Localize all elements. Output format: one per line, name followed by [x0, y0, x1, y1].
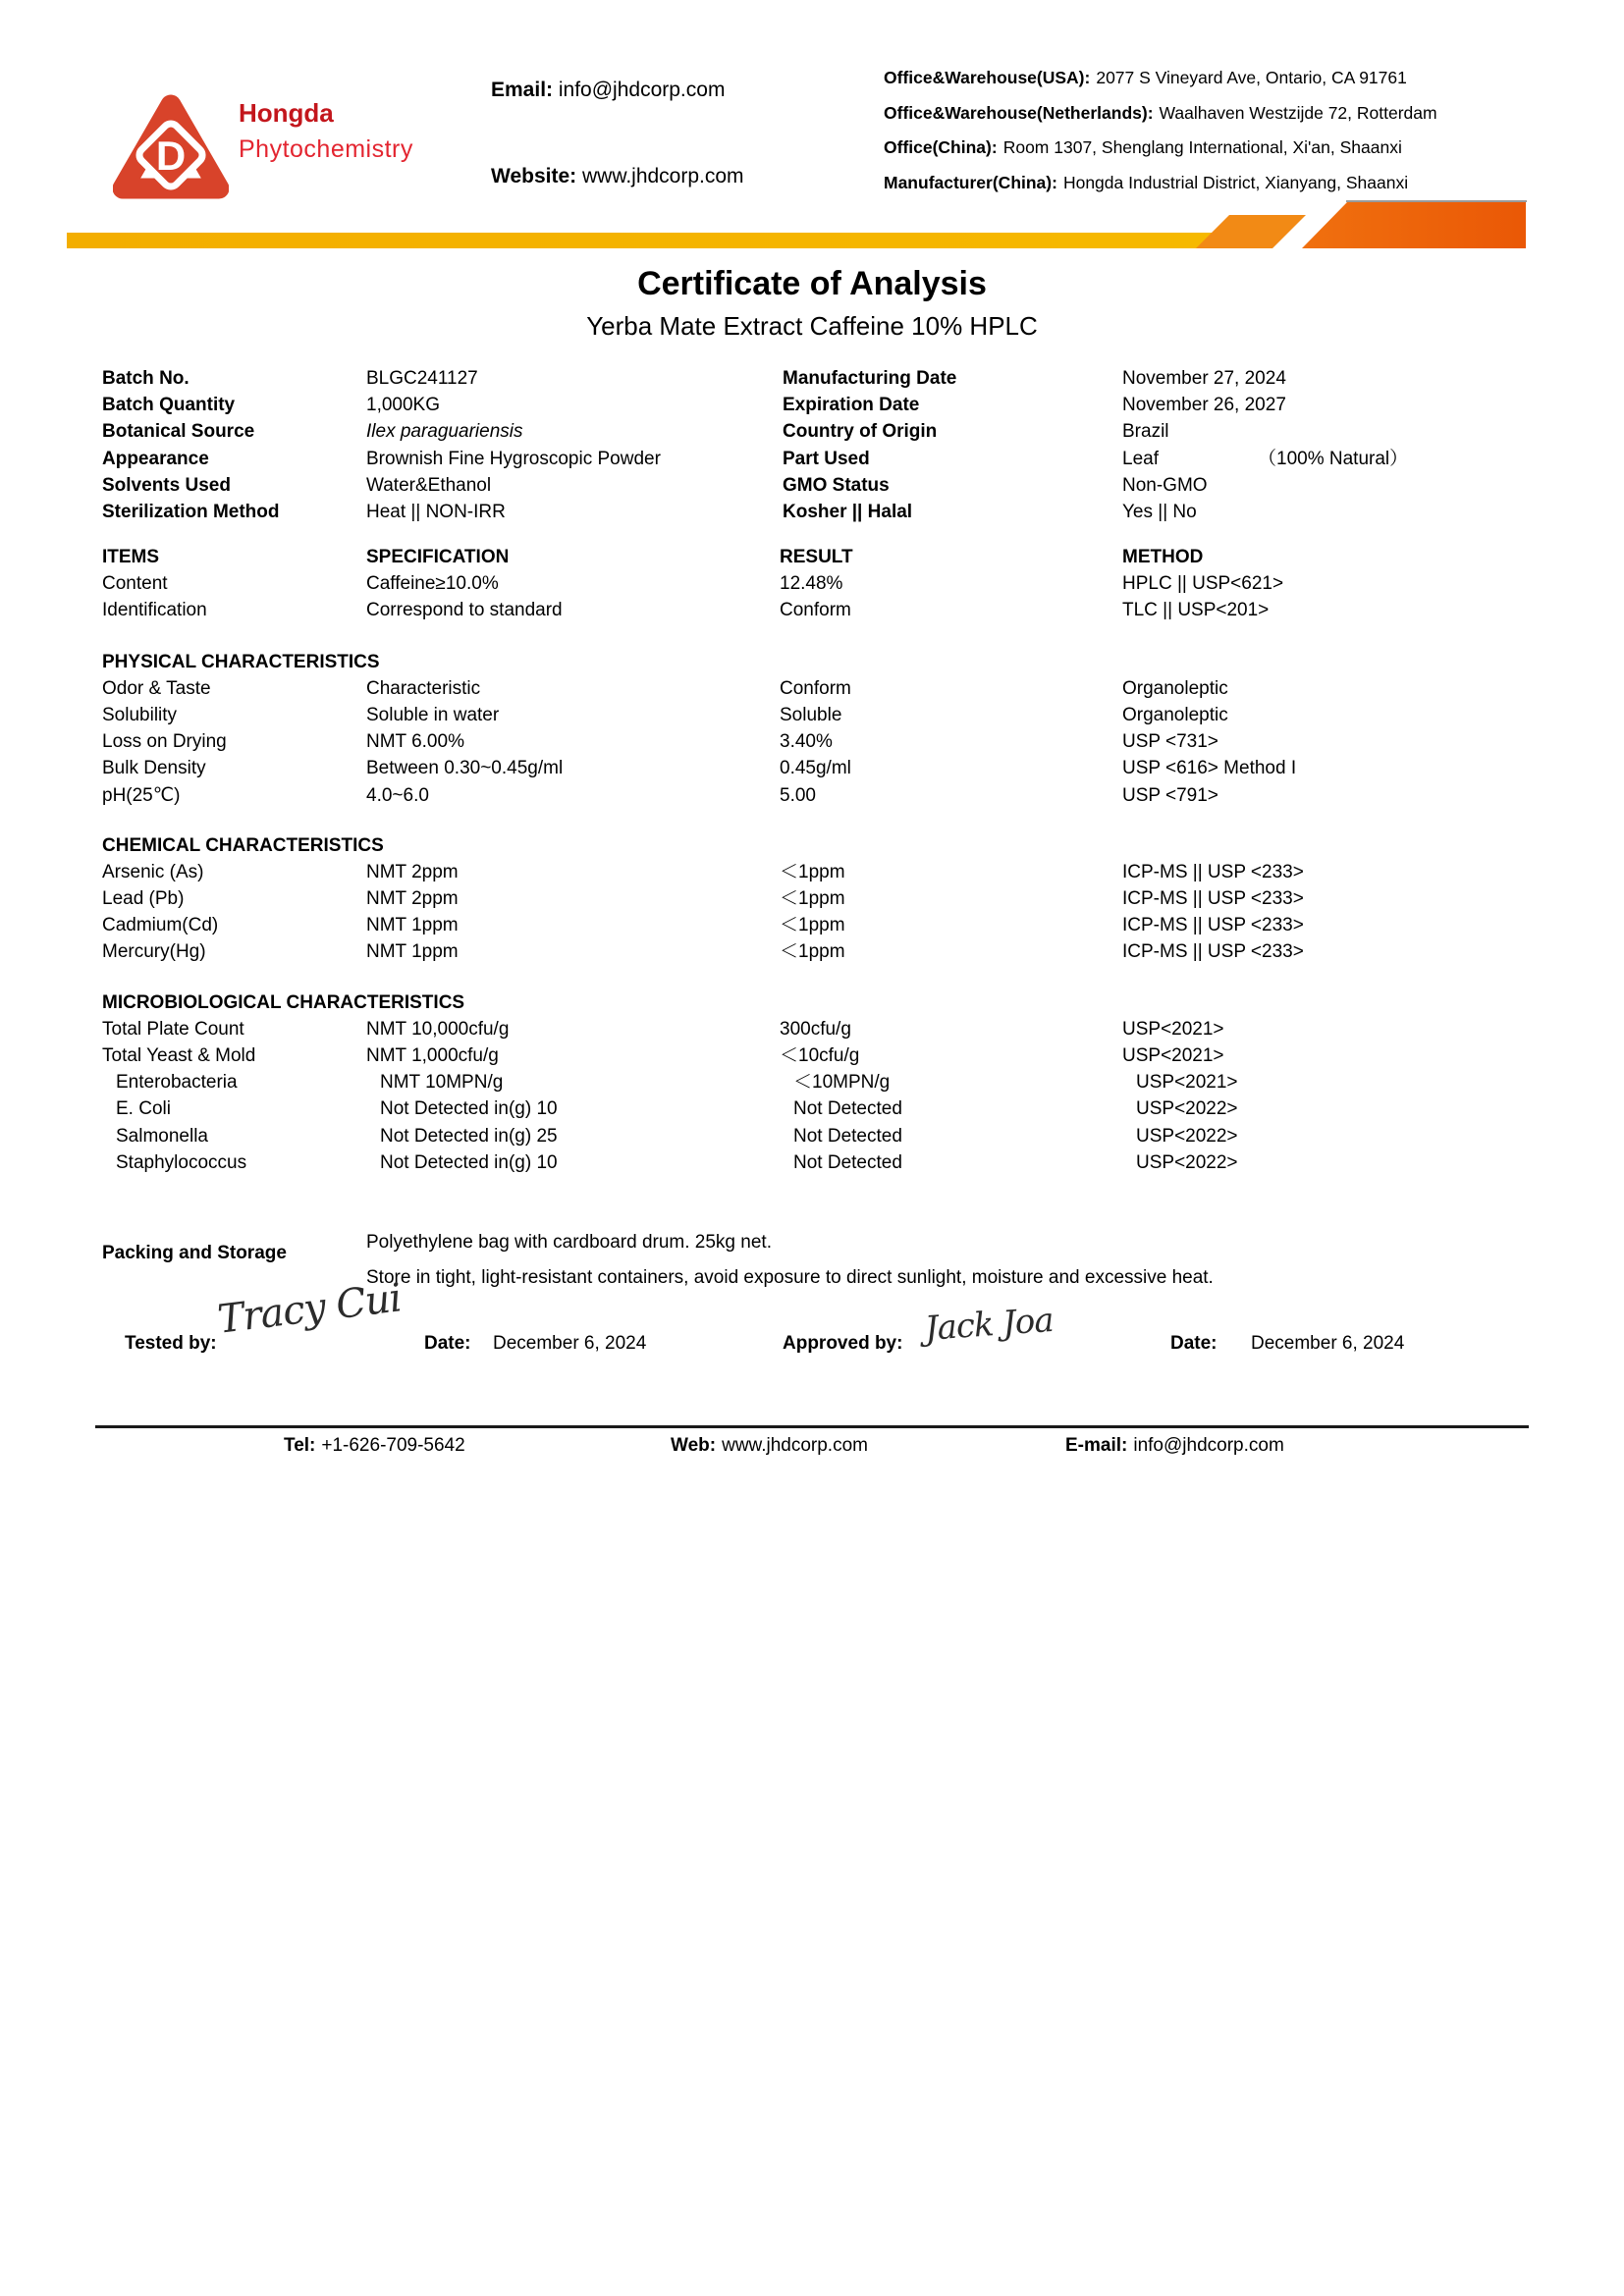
approved-date-value: December 6, 2024: [1251, 1333, 1405, 1354]
cell-method: USP<2022>: [1136, 1151, 1238, 1173]
batch-field-value: Non-GMO: [1122, 474, 1208, 496]
cell-item: Arsenic (As): [102, 861, 204, 882]
website-label: Website:: [491, 165, 577, 187]
section-title-chemical: CHEMICAL CHARACTERISTICS: [102, 834, 384, 856]
address-value: 2077 S Vineyard Ave, Ontario, CA 91761: [1096, 68, 1407, 87]
footer-tel: [284, 1435, 465, 1457]
batch-info-row: [783, 365, 1558, 392]
cell-item: Identification: [102, 600, 207, 621]
cell-result: Not Detected: [793, 1125, 902, 1147]
cell-specification: NMT 2ppm: [366, 861, 459, 882]
spec-table: [102, 544, 1545, 1176]
packing-line-2: Store in tight, light-resistant containers, avoid exposure to direct sunlight, moisture and excessive heat.: [366, 1266, 1214, 1288]
footer-web: [671, 1435, 868, 1457]
accent-bar: [0, 196, 1624, 255]
batch-field-note: （100% Natural）: [1258, 448, 1409, 469]
cell-specification: NMT 10MPN/g: [380, 1072, 504, 1094]
spec-table-row: [102, 1016, 1545, 1042]
cell-item: Content: [102, 573, 168, 595]
batch-field-value: Heat || NON-IRR: [366, 501, 506, 522]
batch-info-row: [783, 418, 1558, 445]
cell-method: USP<2022>: [1136, 1098, 1238, 1120]
batch-field-label: Botanical Source: [102, 421, 255, 443]
col-method: METHOD: [1122, 547, 1204, 567]
cell-method: USP <791>: [1122, 784, 1218, 806]
batch-info-row: [102, 472, 780, 499]
spec-table-row: [102, 728, 1545, 755]
cell-method: Organoleptic: [1122, 704, 1228, 725]
cell-result: 12.48%: [780, 573, 843, 595]
cell-method: ICP-MS || USP <233>: [1122, 941, 1304, 963]
cell-result: 5.00: [780, 784, 816, 806]
cell-method: USP<2022>: [1136, 1125, 1238, 1147]
batch-info-row: [102, 446, 780, 472]
batch-field-value: November 26, 2027: [1122, 395, 1286, 416]
cell-method: Organoleptic: [1122, 677, 1228, 699]
spec-table-row: [102, 755, 1545, 781]
cell-method: TLC || USP<201>: [1122, 600, 1270, 621]
batch-info-row: [102, 418, 780, 445]
cell-item: Solubility: [102, 704, 178, 725]
batch-info-row: [783, 499, 1558, 525]
cell-item: Salmonella: [116, 1125, 208, 1147]
batch-info-row: [102, 365, 780, 392]
cell-result: Soluble: [780, 704, 842, 725]
approved-by-label: Approved by:: [783, 1333, 903, 1354]
cell-item: Loss on Drying: [102, 731, 227, 753]
batch-info-row: [783, 446, 1558, 472]
address-line: [884, 131, 1571, 166]
address-line: [884, 166, 1571, 201]
spec-table-row: [102, 597, 1545, 623]
header-website: [491, 165, 744, 188]
cell-result: ＜1ppm: [780, 915, 845, 936]
cell-specification: NMT 1ppm: [366, 941, 459, 963]
spec-table-row: [102, 675, 1545, 702]
web-label: Web:: [671, 1435, 717, 1456]
cell-item: Enterobacteria: [116, 1072, 238, 1094]
tested-date-label: Date:: [424, 1333, 471, 1354]
batch-info-right: [783, 365, 1558, 525]
cell-item: Cadmium(Cd): [102, 915, 219, 936]
svg-text:D: D: [155, 133, 187, 179]
chemical-rows: [102, 859, 1545, 966]
cell-item: pH(25℃): [102, 784, 181, 806]
general-rows: [102, 570, 1545, 623]
batch-field-label: Expiration Date: [783, 395, 920, 416]
cell-specification: Not Detected in(g) 10: [380, 1098, 558, 1120]
tested-by-signature: Tracy Cui: [215, 1275, 404, 1343]
brand-name: Hongda: [239, 98, 334, 128]
cell-method: ICP-MS || USP <233>: [1122, 915, 1304, 936]
batch-field-value: Leaf: [1122, 448, 1159, 469]
product-name: Yerba Mate Extract Caffeine 10% HPLC: [586, 311, 1038, 341]
address-block: [884, 61, 1571, 200]
cell-method: HPLC || USP<621>: [1122, 573, 1284, 595]
cell-result: ＜1ppm: [780, 861, 845, 882]
address-line: [884, 61, 1571, 96]
batch-field-label: Appearance: [102, 448, 209, 469]
footer-email-value: info@jhdcorp.com: [1133, 1435, 1284, 1456]
batch-info-row: [102, 392, 780, 418]
cell-result: 300cfu/g: [780, 1018, 851, 1040]
approved-date-label: Date:: [1170, 1333, 1218, 1354]
batch-field-label: Manufacturing Date: [783, 368, 957, 389]
cell-result: ＜10MPN/g: [793, 1072, 891, 1094]
batch-field-value: BLGC241127: [366, 368, 478, 389]
cell-item: Odor & Taste: [102, 677, 211, 699]
cell-specification: Not Detected in(g) 10: [380, 1151, 558, 1173]
cell-result: Not Detected: [793, 1151, 902, 1173]
hongda-logo-icon: [113, 94, 229, 211]
cell-specification: 4.0~6.0: [366, 784, 429, 806]
cell-method: USP<2021>: [1136, 1072, 1238, 1094]
packing-line-1: Polyethylene bag with cardboard drum. 25kg net.: [366, 1232, 772, 1253]
spec-table-row: [102, 1095, 1545, 1122]
spec-table-row: [102, 938, 1545, 965]
batch-field-value: Water&Ethanol: [366, 474, 492, 496]
address-value: Waalhaven Westzijde 72, Rotterdam: [1159, 102, 1437, 123]
cell-result: Conform: [780, 677, 851, 699]
spec-table-row: [102, 859, 1545, 885]
batch-field-label: GMO Status: [783, 474, 890, 496]
cell-item: Total Plate Count: [102, 1018, 244, 1040]
cell-result: 3.40%: [780, 731, 833, 753]
tel-value: +1-626-709-5642: [321, 1435, 465, 1456]
batch-field-value: Ilex paraguariensis: [366, 421, 523, 443]
spec-table-row: [102, 1069, 1545, 1095]
footer-email: [1065, 1435, 1284, 1457]
batch-info-row: [783, 472, 1558, 499]
batch-field-value: Yes || No: [1122, 501, 1197, 522]
cell-specification: NMT 6.00%: [366, 731, 464, 753]
batch-field-value: November 27, 2024: [1122, 368, 1286, 389]
cell-result: Conform: [780, 600, 851, 621]
address-label: Office(China):: [884, 137, 998, 157]
batch-field-label: Part Used: [783, 448, 870, 469]
batch-field-value: Brazil: [1122, 421, 1169, 443]
tel-label: Tel:: [284, 1435, 316, 1456]
col-items: ITEMS: [102, 547, 160, 567]
spec-table-row: [102, 702, 1545, 728]
batch-field-value: Brownish Fine Hygroscopic Powder: [366, 448, 661, 469]
address-label: Office&Warehouse(USA):: [884, 68, 1091, 87]
cell-method: USP<2021>: [1122, 1045, 1224, 1066]
footer-email-label: E-mail:: [1065, 1435, 1128, 1456]
spec-table-row: [102, 1149, 1545, 1176]
section-title-microbiological: MICROBIOLOGICAL CHARACTERISTICS: [102, 991, 465, 1013]
cell-item: Total Yeast & Mold: [102, 1045, 256, 1066]
address-label: Manufacturer(China):: [884, 172, 1057, 192]
cell-specification: Caffeine≥10.0%: [366, 573, 499, 595]
physical-rows: [102, 675, 1545, 809]
packing-storage-label: Packing and Storage: [102, 1243, 287, 1263]
cell-item: Staphylococcus: [116, 1151, 247, 1173]
cell-result: 0.45g/ml: [780, 758, 851, 779]
cell-specification: NMT 1ppm: [366, 915, 459, 936]
tested-by-label: Tested by:: [125, 1333, 217, 1354]
spec-table-row: [102, 1042, 1545, 1069]
cell-method: ICP-MS || USP <233>: [1122, 861, 1304, 882]
address-value: Hongda Industrial District, Xianyang, Shaanxi: [1062, 172, 1409, 192]
spec-table-row: [102, 912, 1545, 938]
web-value: www.jhdcorp.com: [722, 1435, 868, 1456]
cell-result: ＜1ppm: [780, 941, 845, 963]
website-value: www.jhdcorp.com: [581, 165, 744, 187]
cell-specification: NMT 10,000cfu/g: [366, 1018, 510, 1040]
page-title: Certificate of Analysis: [637, 265, 987, 302]
cell-item: E. Coli: [116, 1098, 171, 1120]
address-line: [884, 96, 1571, 132]
batch-field-label: Country of Origin: [783, 421, 938, 443]
email-label: Email:: [491, 79, 554, 101]
tested-date-value: December 6, 2024: [493, 1333, 647, 1354]
cell-specification: Not Detected in(g) 25: [380, 1125, 558, 1147]
cell-item: Lead (Pb): [102, 888, 185, 910]
spec-table-row: [102, 885, 1545, 912]
spec-table-row: [102, 782, 1545, 809]
email-value: info@jhdcorp.com: [558, 79, 726, 101]
cell-item: Mercury(Hg): [102, 941, 206, 963]
cell-result: ＜10cfu/g: [780, 1045, 860, 1066]
batch-field-label: Solvents Used: [102, 474, 231, 496]
cell-item: Bulk Density: [102, 758, 206, 779]
cell-specification: Between 0.30~0.45g/ml: [366, 758, 564, 779]
cell-result: ＜1ppm: [780, 888, 845, 910]
batch-field-label: Sterilization Method: [102, 501, 280, 522]
col-specification: SPECIFICATION: [366, 547, 510, 567]
cell-specification: Soluble in water: [366, 704, 500, 725]
batch-field-label: Kosher || Halal: [783, 501, 913, 522]
batch-info-left: [102, 365, 780, 525]
cell-method: USP <731>: [1122, 731, 1218, 753]
cell-specification: NMT 2ppm: [366, 888, 459, 910]
spec-table-header: [102, 544, 1545, 570]
batch-info-row: [102, 499, 780, 525]
batch-field-label: Batch No.: [102, 368, 189, 389]
spec-table-row: [102, 570, 1545, 597]
address-value: Room 1307, Shenglang International, Xi'an, Shaanxi: [1002, 137, 1402, 157]
batch-field-value: 1,000KG: [366, 395, 440, 416]
cell-method: ICP-MS || USP <233>: [1122, 888, 1304, 910]
cell-method: USP<2021>: [1122, 1018, 1224, 1040]
address-label: Office&Warehouse(Netherlands):: [884, 102, 1154, 123]
cell-specification: Correspond to standard: [366, 600, 563, 621]
brand-tagline: Phytochemistry: [239, 135, 413, 163]
packing-storage-text: [366, 1225, 1525, 1295]
cell-result: Not Detected: [793, 1098, 902, 1120]
header-email: [491, 79, 725, 102]
spec-table-row: [102, 1123, 1545, 1149]
cell-method: USP <616> Method I: [1122, 758, 1297, 779]
col-result: RESULT: [780, 547, 853, 567]
footer-divider: [95, 1425, 1529, 1428]
batch-field-label: Batch Quantity: [102, 395, 236, 416]
cell-specification: NMT 1,000cfu/g: [366, 1045, 499, 1066]
cell-specification: Characteristic: [366, 677, 481, 699]
section-title-physical: PHYSICAL CHARACTERISTICS: [102, 651, 380, 672]
batch-info-row: [783, 392, 1558, 418]
microbiological-rows: [102, 1016, 1545, 1176]
approved-by-signature: Jack Joa: [923, 1300, 1055, 1349]
